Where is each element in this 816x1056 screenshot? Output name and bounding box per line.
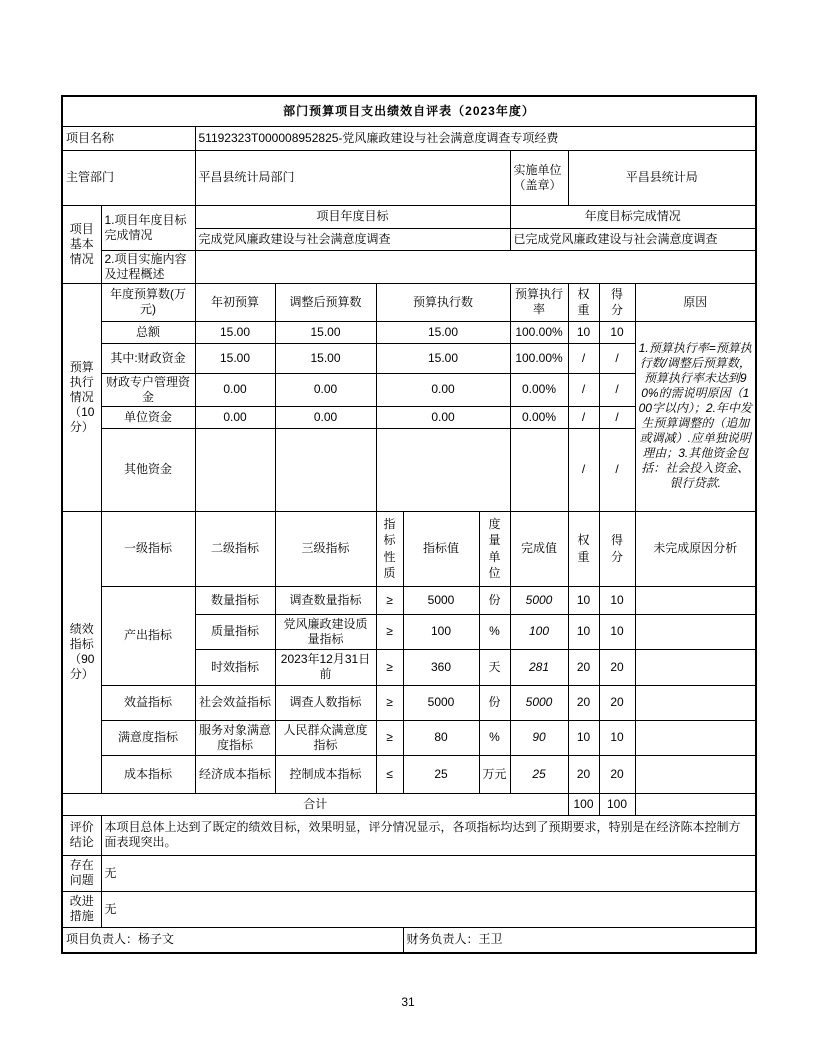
budget-total-label: 总额 [101, 321, 195, 343]
problems-label: 存在问题 [62, 855, 101, 891]
indicator-satisfaction-level1: 满意度指标 [101, 720, 195, 755]
indicator-time-level2: 时效指标 [195, 649, 275, 685]
budget-header-adjusted: 调整后预算数 [275, 283, 376, 321]
improvement-row [62, 891, 756, 927]
total-score: 100 [599, 793, 635, 815]
project-manager: 项目负责人：杨子文 [62, 927, 403, 953]
indicator-time-nature: ≥ [376, 649, 403, 685]
department-row [62, 150, 756, 205]
conclusion-label: 评价结论 [62, 815, 101, 855]
indicator-quality-target: 100 [403, 614, 479, 649]
budget-other-score: / [599, 428, 635, 511]
goal-header: 项目年度目标 [195, 205, 510, 228]
indicator-header-target: 指标值 [403, 511, 479, 586]
indicator-time-weight: 20 [568, 649, 599, 685]
indicator-satisfaction-weight: 10 [568, 720, 599, 755]
budget-unit-rate: 0.00% [510, 406, 568, 428]
budget-special-rate: 0.00% [510, 373, 568, 406]
impl-overview-label: 2.项目实施内容及过程概述 [101, 250, 195, 283]
budget-fiscal-score: / [599, 343, 635, 373]
budget-unit-weight: / [568, 406, 599, 428]
indicator-benefit-target: 5000 [403, 685, 479, 720]
indicator-header-nature-text: 指标性质 [383, 517, 396, 580]
budget-total-initial: 15.00 [195, 321, 275, 343]
indicator-cost-unit: 万元 [479, 755, 510, 793]
indicator-time-target: 360 [403, 649, 479, 685]
project-name-value: 51192323T000008952825-党风廉政建设与社会满意度调查专项经费 [195, 126, 756, 150]
budget-unit-executed: 0.00 [376, 406, 510, 428]
indicator-time-unit: 天 [479, 649, 510, 685]
indicator-time-level3: 2023年12月31日前 [275, 649, 376, 685]
project-name-label: 项目名称 [62, 126, 195, 150]
indicator-quality-nature: ≥ [376, 614, 403, 649]
indicator-satisfaction-level3: 人民群众满意度指标 [275, 720, 376, 755]
indicator-cost-weight: 20 [568, 755, 599, 793]
problems-value: 无 [101, 855, 756, 891]
indicator-header-actual: 完成值 [510, 511, 568, 586]
budget-header-rate: 预算执行率 [510, 283, 568, 321]
indicator-row-quantity [62, 586, 756, 614]
indicator-header-weight [568, 511, 599, 586]
budget-other-initial [195, 428, 275, 511]
indicator-header-unit [479, 511, 510, 586]
indicator-benefit-actual: 5000 [510, 685, 568, 720]
finance-manager: 财务负责人：王卫 [403, 927, 756, 953]
indicator-satisfaction-level2: 服务对象满意度指标 [195, 720, 275, 755]
budget-total-rate: 100.00% [510, 321, 568, 343]
conclusion-row [62, 815, 756, 855]
page-number: 31 [401, 995, 415, 1009]
indicator-benefit-level3: 调查人数指标 [275, 685, 376, 720]
self-evaluation-table [61, 95, 757, 954]
budget-header-weight [568, 283, 599, 321]
indicator-quantity-reason [635, 586, 756, 614]
impl-overview-value [195, 250, 756, 283]
indicator-quantity-actual: 5000 [510, 586, 568, 614]
budget-fiscal-initial: 15.00 [195, 343, 275, 373]
budget-other-rate [510, 428, 568, 511]
impl-overview-row [62, 250, 756, 283]
indicator-satisfaction-nature: ≥ [376, 720, 403, 755]
budget-header-score-text: 得分 [611, 286, 624, 317]
conclusion-value: 本项目总体上达到了既定的绩效目标，效果明显，评分情况显示，各项指标均达到了预期要求，特别是在经济陈本控制方面表现突出。 [101, 815, 756, 855]
budget-special-initial: 0.00 [195, 373, 275, 406]
total-row [62, 793, 756, 815]
indicator-cost-target: 25 [403, 755, 479, 793]
indicator-cost-reason [635, 755, 756, 793]
indicator-satisfaction-unit: % [479, 720, 510, 755]
goal-value: 完成党风廉政建设与社会满意度调查 [195, 228, 510, 250]
budget-other-executed [376, 428, 510, 511]
title-row [62, 96, 756, 126]
indicator-header-level3: 三级指标 [275, 511, 376, 586]
basic-section-label: 项目基本情况 [62, 205, 101, 283]
dept-value: 平昌县统计局部门 [195, 150, 510, 205]
indicator-cost-level2: 经济成本指标 [195, 755, 275, 793]
budget-unit-label: 单位资金 [101, 406, 195, 428]
indicator-header-reason: 未完成原因分析 [635, 511, 756, 586]
indicator-quality-level3: 党风廉政建设质量指标 [275, 614, 376, 649]
problems-row [62, 855, 756, 891]
budget-total-score: 10 [599, 321, 635, 343]
indicator-cost-level1: 成本指标 [101, 755, 195, 793]
budget-special-adjusted: 0.00 [275, 373, 376, 406]
indicator-time-reason [635, 649, 756, 685]
indicator-cost-level3: 控制成本指标 [275, 755, 376, 793]
goal-label: 1.项目年度目标完成情况 [101, 205, 195, 250]
budget-other-weight: / [568, 428, 599, 511]
dept-label: 主管部门 [62, 150, 195, 205]
indicator-benefit-score: 20 [599, 685, 635, 720]
indicator-benefit-weight: 20 [568, 685, 599, 720]
budget-total-adjusted: 15.00 [275, 321, 376, 343]
budget-unit-score: / [599, 406, 635, 428]
budget-header-score [599, 283, 635, 321]
budget-header-weight-text: 权重 [577, 286, 590, 317]
indicator-quality-level2: 质量指标 [195, 614, 275, 649]
impl-unit-value: 平昌县统计局 [568, 150, 756, 205]
budget-fiscal-executed: 15.00 [376, 343, 510, 373]
indicator-quantity-level2: 数量指标 [195, 586, 275, 614]
budget-header-row [62, 283, 756, 321]
indicator-benefit-level2: 社会效益指标 [195, 685, 275, 720]
budget-special-score: / [599, 373, 635, 406]
page-title: 部门预算项目支出绩效自评表（2023年度） [62, 96, 756, 126]
budget-header-executed: 预算执行数 [376, 283, 510, 321]
budget-header-annual: 年度预算数(万元) [101, 283, 195, 321]
budget-section-label: 预算执行情况（10分） [62, 283, 101, 511]
indicator-quantity-score: 10 [599, 586, 635, 614]
indicator-quality-unit: % [479, 614, 510, 649]
budget-unit-adjusted: 0.00 [275, 406, 376, 428]
indicator-section-label: 绩效指标（90分） [62, 511, 101, 793]
indicator-header-score-text: 得分 [611, 533, 624, 564]
indicator-quantity-target: 5000 [403, 586, 479, 614]
indicator-cost-score: 20 [599, 755, 635, 793]
indicator-benefit-unit: 份 [479, 685, 510, 720]
total-reason [635, 793, 756, 815]
indicator-time-score: 20 [599, 649, 635, 685]
indicator-quantity-level3: 调查数量指标 [275, 586, 376, 614]
indicator-quantity-nature: ≥ [376, 586, 403, 614]
indicator-quantity-weight: 10 [568, 586, 599, 614]
budget-fiscal-weight: / [568, 343, 599, 373]
indicator-header-unit-text: 度量单位 [488, 517, 501, 580]
indicator-satisfaction-actual: 90 [510, 720, 568, 755]
indicator-quality-score: 10 [599, 614, 635, 649]
indicator-header-nature [376, 511, 403, 586]
indicator-quantity-unit: 份 [479, 586, 510, 614]
budget-special-weight: / [568, 373, 599, 406]
indicator-cost-nature: ≤ [376, 755, 403, 793]
budget-special-label: 财政专户管理资金 [101, 373, 195, 406]
indicator-header-level2: 二级指标 [195, 511, 275, 586]
indicator-row-benefit [62, 685, 756, 720]
budget-unit-initial: 0.00 [195, 406, 275, 428]
budget-header-initial: 年初预算 [195, 283, 275, 321]
indicator-header-score [599, 511, 635, 586]
indicator-benefit-nature: ≥ [376, 685, 403, 720]
budget-other-adjusted [275, 428, 376, 511]
indicator-satisfaction-reason [635, 720, 756, 755]
indicator-satisfaction-score: 10 [599, 720, 635, 755]
indicator-benefit-reason [635, 685, 756, 720]
responsible-persons-row [62, 927, 756, 953]
budget-other-label: 其他资金 [101, 428, 195, 511]
budget-fiscal-adjusted: 15.00 [275, 343, 376, 373]
improvement-label: 改进措施 [62, 891, 101, 927]
goal-done-header: 年度目标完成情况 [510, 205, 756, 228]
indicator-quality-actual: 100 [510, 614, 568, 649]
indicator-time-actual: 281 [510, 649, 568, 685]
impl-unit-label: 实施单位（盖章） [510, 150, 568, 205]
goal-done-value: 已完成党风廉政建设与社会满意度调查 [510, 228, 756, 250]
budget-header-reason: 原因 [635, 283, 756, 321]
indicator-cost-actual: 25 [510, 755, 568, 793]
budget-fiscal-label: 其中:财政资金 [101, 343, 195, 373]
total-label: 合计 [62, 793, 568, 815]
budget-row-total [62, 321, 756, 343]
indicator-benefit-level1: 效益指标 [101, 685, 195, 720]
indicator-header-row [62, 511, 756, 586]
indicator-header-weight-text: 权重 [577, 533, 590, 564]
budget-fiscal-rate: 100.00% [510, 343, 568, 373]
indicator-output-label: 产出指标 [101, 586, 195, 685]
budget-total-weight: 10 [568, 321, 599, 343]
indicator-row-satisfaction [62, 720, 756, 755]
project-name-row [62, 126, 756, 150]
total-weight: 100 [568, 793, 599, 815]
indicator-satisfaction-target: 80 [403, 720, 479, 755]
budget-total-executed: 15.00 [376, 321, 510, 343]
indicator-quality-reason [635, 614, 756, 649]
indicator-row-cost [62, 755, 756, 793]
indicator-header-level1: 一级指标 [101, 511, 195, 586]
indicator-quality-weight: 10 [568, 614, 599, 649]
annual-goal-header-row [62, 205, 756, 228]
improvement-value: 无 [101, 891, 756, 927]
evaluation-sheet [61, 95, 757, 954]
budget-reason-note: 1.预算执行率=预算执行数/调整后预算数，预算执行率未达到90%的需说明原因（100字以内）；2.年中发生预算调整的（追加或调减）.应单独说明理由；3.其他资金包括：社会投入资金、银行贷款. [635, 321, 756, 511]
budget-special-executed: 0.00 [376, 373, 510, 406]
